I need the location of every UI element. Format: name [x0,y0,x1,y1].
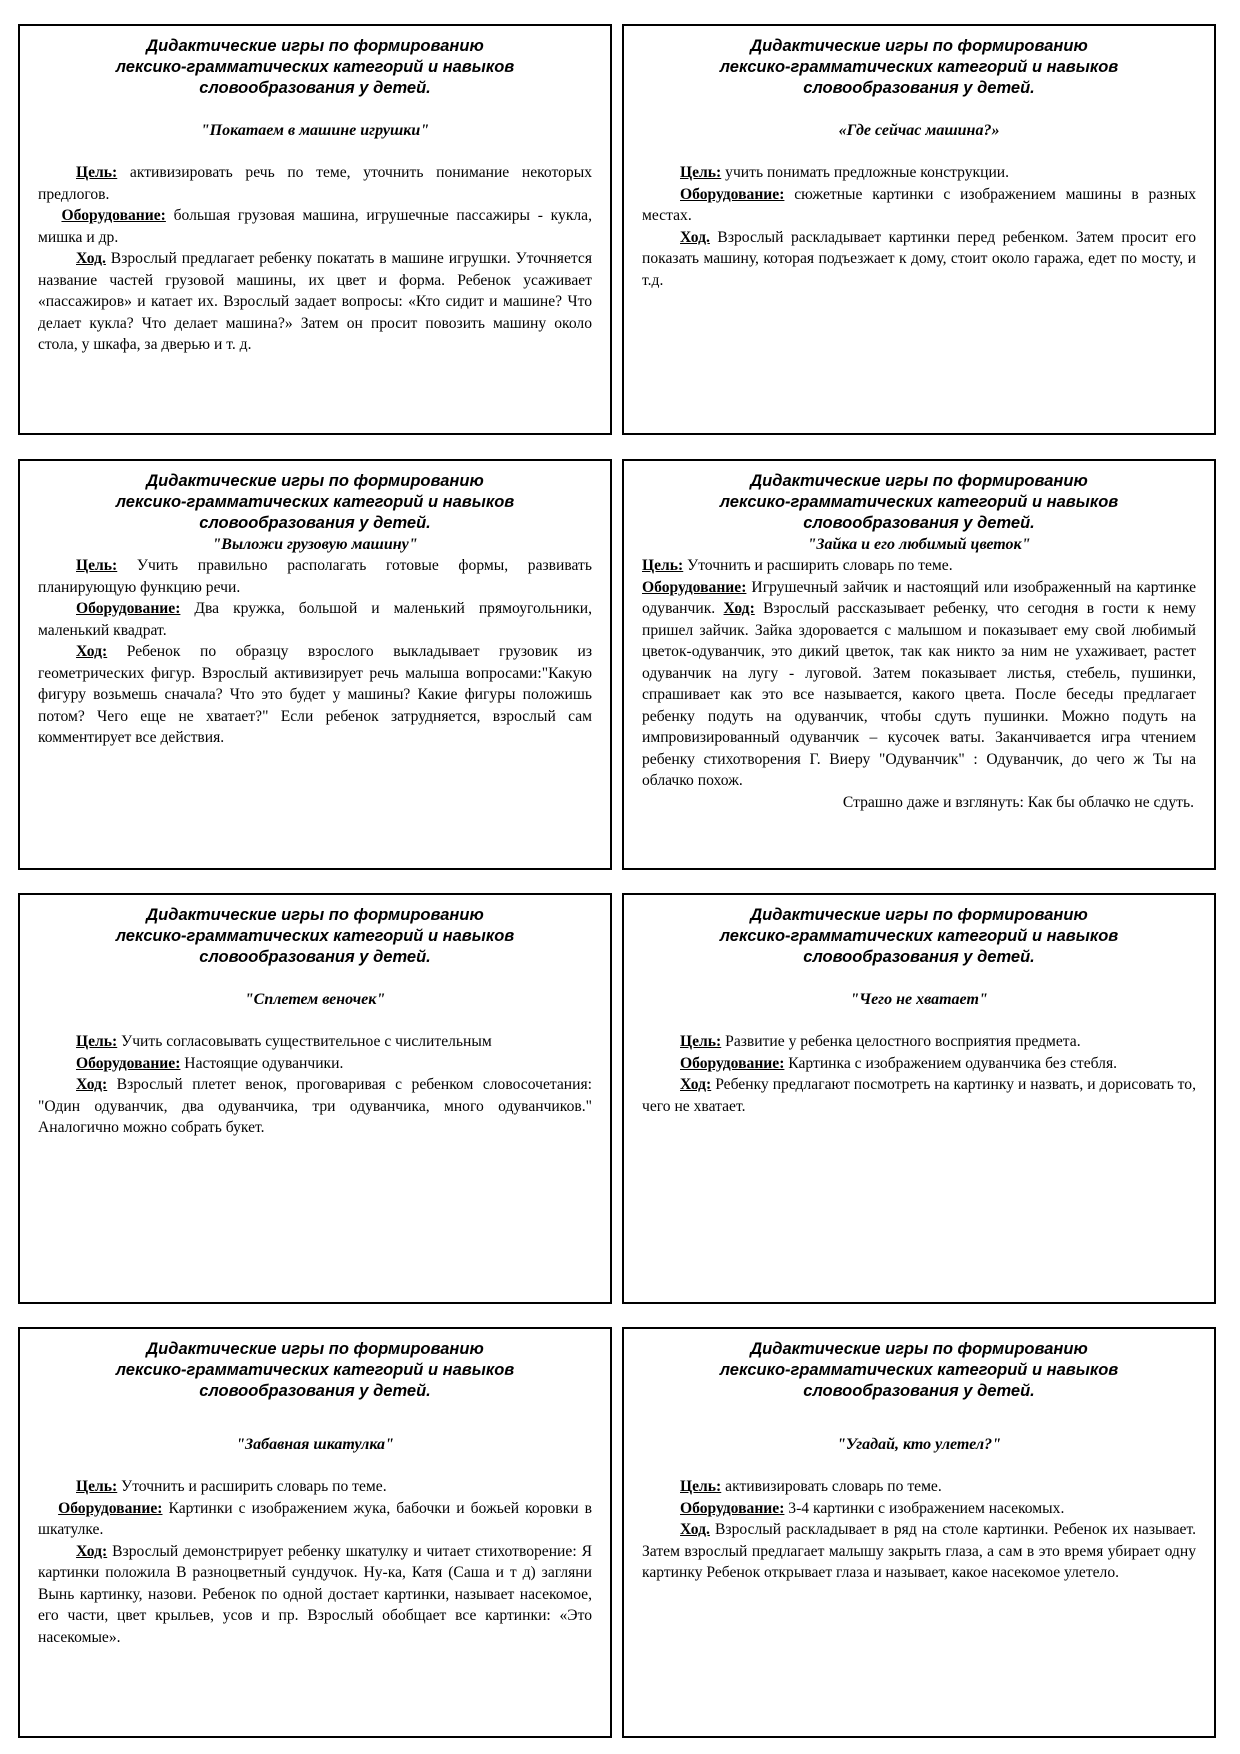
header-line-3: словообразования у детей. [803,514,1035,532]
card-header [38,36,592,99]
game-title: "Зайка и его любимый цветок" [807,536,1031,553]
equipment-text: Картинка с изображением одуванчика без стебля. [784,1054,1118,1072]
header-line-1: Дидактические игры по формированию [750,906,1088,924]
equipment-paragraph [642,1053,1196,1075]
course-paragraph [38,248,592,356]
equipment-label: Оборудование: [680,185,785,203]
card-body [642,1476,1196,1584]
header-line-2: лексико-грамматических категорий и навыков [719,1361,1119,1379]
course-text: Ребенок по образцу взрослого выкладывает грузовик из геометрических фигур. Взрослый активизирует речь малыша вопросами:"Какую фигуру возьмешь сначала? Что это будет у машины? Какие фигуры положишь потом? Чего еще не хватает?" Если ребенок затрудняется, взрослый сам комментирует все действия. [38,643,592,746]
course-label: Ход. [76,250,106,267]
card-body [642,1031,1196,1117]
header-line-2: лексико-грамматических категорий и навыков [719,927,1119,945]
game-title: "Сплетем веночек" [244,991,386,1008]
game-title: "Забавная шкатулка" [236,1436,394,1453]
course-text: Взрослый предлагает ребенку покатать в машине игрушки. Уточняется название частей грузовой машины, их цвет и форма. Ребенок усаживает «пассажиров» и катает их. Взрослый задает вопросы: «Кто сидит и машине? Что делает кукла? Что делает машина?» Затем он просит повозить машину около стола, у шкафа, за дверью и т. д. [38,250,592,353]
header-line-3: словообразования у детей. [803,1382,1035,1400]
card-body [38,555,592,749]
course-text: Взрослый демонстрирует ребенку шкатулку и читает стихотворение: Я картинки положила В разноцветный сундучок. Ну-ка, Катя (Саша и т д) загляни Вынь картинку, назови. Ребенок по одной достает картинки, называет насекомое, его части, цвет крыльев, усов и пр. Взрослый обобщает все картинки: «Это насекомые». [38,1542,592,1646]
equipment-course-paragraph [642,577,1196,814]
header-line-3: словообразования у детей. [199,79,431,97]
goal-text: Учить согласовывать существительное с числительным [117,1033,492,1050]
equipment-text: сюжетные картинки с изображением машины в разных местах. [642,185,1196,224]
header-line-2: лексико-грамматических категорий и навыков [115,493,515,511]
header-line-2: лексико-грамматических категорий и навыков [115,927,515,945]
goal-paragraph [38,1476,592,1498]
game-title: "Угадай, кто улетел?" [837,1436,1001,1453]
goal-label: Цель: [76,557,118,574]
game-card-6 [622,893,1216,1304]
poem-last-line: Страшно даже и взглянуть: Как бы облачко не сдуть. [842,793,1194,811]
goal-text: учить понимать предложные конструкции. [721,164,1010,181]
course-label: Ход: [723,600,755,617]
game-title: "Покатаем в машине игрушки" [200,122,430,139]
course-text: Ребенку предлагают посмотреть на картинку и назвать, и дорисовать то, чего не хватает. [642,1076,1196,1115]
goal-label: Цель: [680,164,722,181]
goal-label: Цель: [680,1033,722,1050]
header-line-2: лексико-грамматических категорий и навыков [115,58,515,76]
card-header [38,471,592,534]
card-header [38,905,592,968]
goal-paragraph [38,555,592,598]
card-body [642,555,1196,813]
equipment-text: Два кружка, большой и маленький прямоугольники, маленький квадрат. [38,600,592,639]
course-text: Взрослый раскладывает картинки перед ребенком. Затем просит его показать машину, которая подъезжает к дому, стоит около гаража, едет по мосту, и т.д. [642,228,1196,289]
header-line-3: словообразования у детей. [199,948,431,966]
course-text: Взрослый рассказывает ребенку, что сегодня в гости к нему пришел зайчик. Зайка здоровается с малышом и показывает ему свой любимый цветок-одуванчик, это дикий цветок, так как никто за ним не ухаживает, растет одуванчик на лугу - луговой. Затем показывает листья, стебель, пушинки, спрашивает как это все называется, какого цвета. После беседы предлагает ребенку подуть на одуванчик, чтобы сдуть пушинки. Можно подуть на импровизированный одуванчик – кусочек ваты. Заканчивается игра чтением ребенку стихотворения Г. Виеру "Одуванчик" : Одуванчик, до чего ж Ты на облачко похож. [642,600,1196,789]
game-card-8 [622,1327,1216,1738]
header-line-1: Дидактические игры по формированию [146,1340,484,1358]
header-line-1: Дидактические игры по формированию [750,1340,1088,1358]
course-paragraph [642,227,1196,292]
equipment-paragraph [38,1498,592,1541]
course-paragraph [642,1519,1196,1584]
goal-paragraph [38,162,592,205]
course-label: Ход: [76,1076,108,1093]
equipment-paragraph [642,184,1196,227]
equipment-text: Игрушечный зайчик и настоящий или изображенный на картинке одуванчик. [642,578,1196,617]
card-body [38,1476,592,1648]
course-label: Ход: [76,1542,108,1560]
goal-paragraph [642,1476,1196,1498]
game-title: "Выложи грузовую машину" [212,536,418,553]
goal-label: Цель: [680,1478,722,1495]
header-line-1: Дидактические игры по формированию [750,37,1088,55]
course-paragraph [38,1541,592,1649]
header-line-1: Дидактические игры по формированию [146,472,484,490]
equipment-label: Оборудование: [61,207,166,224]
game-card-3 [18,459,612,870]
game-card-1 [18,24,612,435]
equipment-paragraph [38,598,592,641]
header-line-1: Дидактические игры по формированию [146,37,484,55]
course-label: Ход. [680,1521,710,1538]
goal-text: активизировать речь по теме, уточнить понимание некоторых предлогов. [38,164,592,203]
goal-paragraph [642,555,1196,577]
goal-text: Уточнить и расширить словарь по теме. [117,1478,387,1495]
equipment-label: Оборудование: [76,1054,181,1072]
game-card-2 [622,24,1216,435]
goal-paragraph [642,162,1196,184]
card-header [642,36,1196,99]
card-header [642,905,1196,968]
header-line-3: словообразования у детей. [199,514,431,532]
goal-text: Развитие у ребенка целостного восприятия предмета. [721,1033,1081,1050]
goal-label: Цель: [76,1478,118,1495]
equipment-label: Оборудование: [76,600,181,617]
equipment-label: Оборудование: [642,578,747,596]
header-line-2: лексико-грамматических категорий и навыков [719,493,1119,511]
equipment-text: Картинки с изображением жука, бабочки и божьей коровки в шкатулке. [38,1499,593,1538]
course-text: Взрослый плетет венок, проговаривая с ребенком словосочетания: "Один одуванчик, два одуванчика, три одуванчика, много одуванчиков." Аналогично можно собрать букет. [38,1076,592,1136]
card-body [38,1031,592,1139]
course-label: Ход. [680,228,710,246]
card-body [38,162,592,356]
goal-label: Цель: [642,557,684,574]
course-paragraph [38,641,592,749]
equipment-text: большая грузовая машина, игрушечные пассажиры - кукла, мишка и др. [38,207,592,246]
equipment-label: Оборудование: [58,1499,163,1517]
equipment-label: Оборудование: [680,1054,785,1072]
header-line-1: Дидактические игры по формированию [146,906,484,924]
equipment-paragraph [642,1498,1196,1520]
game-card-4 [622,459,1216,870]
card-header [642,471,1196,534]
card-header [642,1339,1196,1402]
card-header [38,1339,592,1402]
goal-paragraph [642,1031,1196,1053]
game-card-5 [18,893,612,1304]
course-label: Ход: [76,643,108,660]
course-label: Ход: [680,1076,712,1093]
course-paragraph [642,1074,1196,1117]
header-line-3: словообразования у детей. [803,948,1035,966]
equipment-paragraph [38,205,592,248]
card-body [642,162,1196,291]
header-line-3: словообразования у детей. [199,1382,431,1400]
course-paragraph [38,1074,592,1139]
equipment-paragraph [38,1053,592,1075]
goal-text: Учить правильно располагать готовые формы, развивать планирующую функцию речи. [38,557,592,596]
header-line-3: словообразования у детей. [803,79,1035,97]
game-title: "Чего не хватает" [850,991,988,1008]
goal-text: активизировать словарь по теме. [721,1478,942,1495]
equipment-text: 3-4 картинки с изображением насекомых. [784,1499,1065,1517]
equipment-text: Настоящие одуванчики. [180,1054,344,1072]
header-line-2: лексико-грамматических категорий и навыков [719,58,1119,76]
header-line-1: Дидактические игры по формированию [750,472,1088,490]
goal-label: Цель: [76,1033,118,1050]
goal-paragraph [38,1031,592,1053]
game-title: «Где сейчас машина?» [838,122,1000,139]
equipment-label: Оборудование: [680,1499,785,1517]
goal-text: Уточнить и расширить словарь по теме. [683,557,953,574]
game-card-7 [18,1327,612,1738]
course-text: Взрослый раскладывает в ряд на столе картинки. Ребенок их называет. Затем взрослый предлагает малышу закрыть глаза, а сам в это время убирает одну картинку Ребенок открывает глаза и называет, какое насекомое улетело. [642,1521,1196,1581]
goal-label: Цель: [76,164,118,181]
header-line-2: лексико-грамматических категорий и навыков [115,1361,515,1379]
